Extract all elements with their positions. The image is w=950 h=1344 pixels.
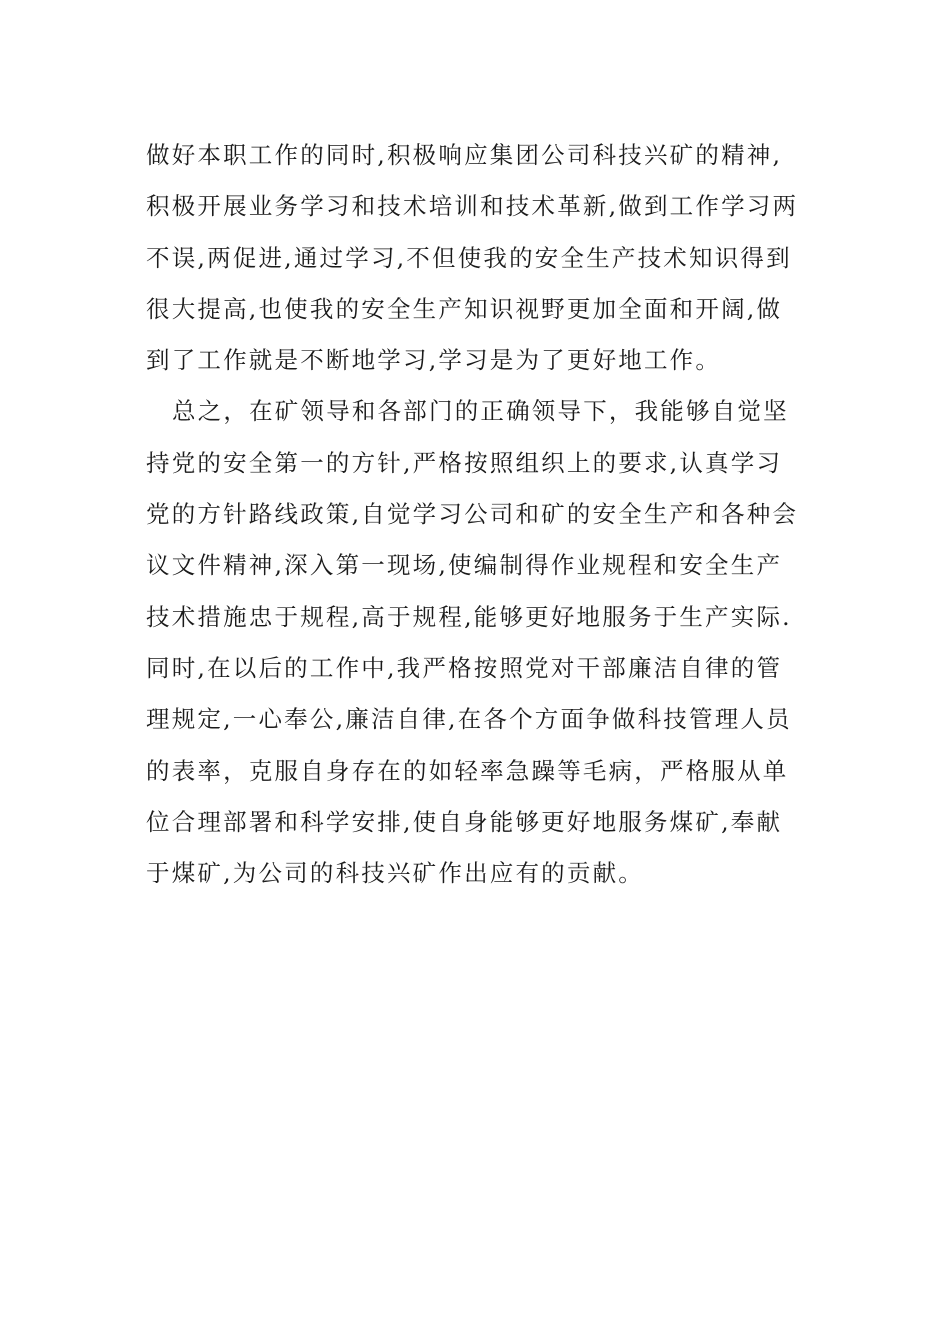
paragraph-2: [146, 386, 816, 899]
text-line: 技术措施忠于规程,高于规程,能够更好地服务于生产实际.: [146, 602, 792, 631]
document-body: [146, 130, 816, 899]
text-line: 党的方针路线政策,自觉学习公司和矿的安全生产和各种会: [146, 500, 799, 529]
text-line: 积极开展业务学习和技术培训和技术革新,做到工作学习两: [146, 192, 799, 221]
text-line: 做好本职工作的同时,积极响应集团公司科技兴矿的精神,: [146, 141, 783, 169]
text-line: 持党的安全第一的方针,严格按照组织上的要求,认真学习: [146, 448, 783, 477]
text-line: 的表率，克服自身存在的如轻率急躁等毛病，严格服从单: [146, 756, 789, 785]
text-line: 位合理部署和科学安排,使自身能够更好地服务煤矿,奉献: [146, 807, 783, 836]
text-line: 理规定,一心奉公,廉洁自律,在各个方面争做科技管理人员: [146, 705, 792, 734]
paragraph-1: [146, 130, 816, 386]
text-line: 总之，在矿领导和各部门的正确领导下，我能够自觉坚: [172, 397, 789, 426]
text-line: 同时,在以后的工作中,我严格按照党对干部廉洁自律的管: [146, 653, 783, 682]
text-line: 于煤矿,为公司的科技兴矿作出应有的贡献。: [146, 859, 644, 888]
text-line: 不误,两促进,通过学习,不但使我的安全生产技术知识得到: [146, 243, 792, 272]
text-line: 很大提高,也使我的安全生产知识视野更加全面和开阔,做: [146, 294, 783, 323]
text-line: 议文件精神,深入第一现场,使编制得作业规程和安全生产: [146, 551, 783, 580]
text-line: 到了工作就是不断地学习,学习是为了更好地工作。: [146, 346, 722, 375]
